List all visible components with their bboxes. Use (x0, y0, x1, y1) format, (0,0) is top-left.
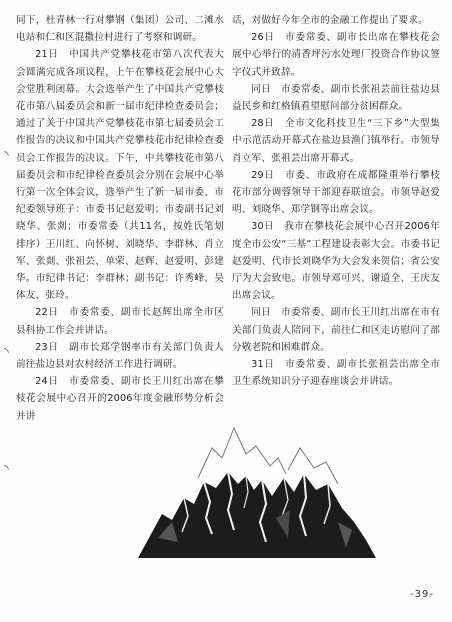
paragraph: 30日 我市在攀枝花会展中心召开2006年度全市公安“三基”工程建设表彰大会。市委书记赵爱明、代市长刘晓华为大会发来贺信；省公安厅为大会致电。市领导邓可兴、谢道全、王庆友出席会议。 (232, 221, 440, 302)
paragraph: 21日 中国共产党攀枝花市第八次代表大会圆满完成各项议程，上午在攀枝花会展中心大会堂胜利闭幕。大会选举产生了中国共产党攀枝花市第八届委员会和新一届市纪律检查委员会；通过了关于中国共产党攀枝花市第七届委员会工作报告的决议和中国共产党攀枝花市纪律检查委员会工作报告的决议。下午，中共攀枝花市第八届委员会和市纪律检查委员会分别在会展中心举行第一次全体会议，选举产生了新一届市委、市纪委领导班子：市委书记赵爱明；市委副书记刘晓华、张剡；市委常委（共11名，按姓氏笔划排序）王川红、向怀树、刘晓华、李群林、肖立军、张剡、张祖芸、单荣、赵辉、赵爱明、彭建华。市纪律书记：李群林；副书记：许秀峰、吴体友、张玲。 (16, 49, 224, 302)
paragraph: 28日 全市文化科技卫生“三下乡”大型集中示范活动开幕式在盐边县渔门镇举行。市领导肖立军、张祖芸出席开幕式。 (232, 118, 440, 164)
binding-hole-mark: ◝ (4, 462, 9, 476)
paragraph: 23日 副市长郑学钢率市有关部门负责人前往盐边县对农村经济工作进行调研。 (16, 341, 224, 371)
paragraph: 同日 市委常委、副市长张祖芸前往盐边县益民乡和红格镇看望慰问部分贫困群众。 (232, 83, 440, 113)
right-text-column (232, 12, 440, 390)
binding-hole-mark: ◝ (4, 148, 9, 162)
paragraph: 同日 市委常委、副市长王川红出席在市有关部门负责人陪同下，前往仁和区走访慰问了部分敬老院和困难群众。 (232, 307, 440, 353)
mountain-illustration (138, 418, 376, 558)
paragraph: 22日 市委常委、副市长赵辉出席全市区县科协工作会并讲话。 (16, 307, 224, 336)
paragraph: 31日 市委常委、副市长张祖芸出席全市卫生系统知识分子迎春座谈会并讲话。 (232, 359, 440, 388)
paragraph: 24日 市委常委、副市长王川红出席在攀枝花会展中心召开的2006年度金融形势分析会并讲 (16, 376, 224, 422)
binding-hole-mark: ◝ (4, 345, 9, 359)
mountain-outline (288, 448, 338, 484)
paragraph: 话，对做好今年全市的金融工作提出了要求。 (232, 15, 428, 26)
mountain-outline (198, 428, 286, 478)
paragraph: 26日 市委常委、副市长出席在攀枝花会展中心举行的清香坪污水处理厂投资合作协议签字仪式并致辞。 (232, 32, 440, 78)
mountain-silhouette (138, 472, 376, 558)
page-number: -39- (410, 589, 434, 600)
paragraph: 29日 市委、市政府在成都隆重举行攀枝花市部分调蓉领导干部迎春联谊会。市领导赵爱明、刘晓华、郑学钢等出席会议。 (232, 169, 440, 216)
paragraph: 同下，杜青林一行对攀钢（集团）公司、二滩水电站和仁和区混撒拉村进行了考察和调研。 (16, 15, 224, 44)
left-text-column (16, 12, 224, 425)
